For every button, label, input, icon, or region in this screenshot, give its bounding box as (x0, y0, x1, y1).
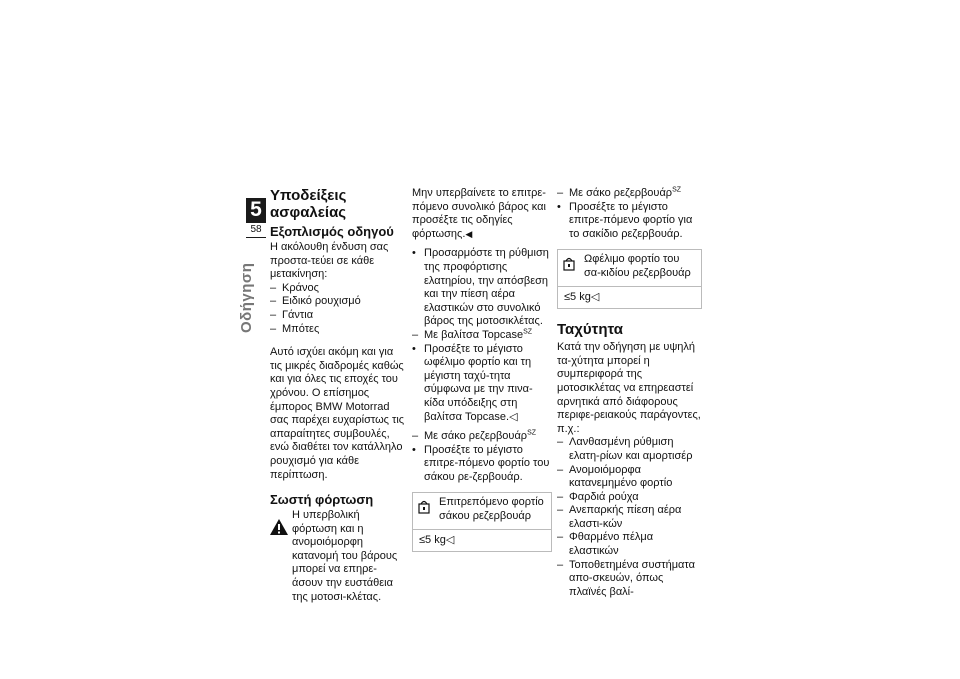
end-mark: ◁ (590, 290, 600, 303)
speed-heading: Ταχύτητα (557, 321, 623, 339)
end-mark: ◀ (465, 228, 473, 239)
body-paragraph: Κατά την οδήγηση με υψηλή τα-χύτητα μπορεί η συμπεριφορά της μοτοσικλέτας να επηρεαστεί αρνητικά από διάφορους περιφε-ρειακούς παράγοντες, π.χ.: (557, 341, 701, 435)
dash-item: – Με σάκο ρεζερβουάρ$^{SZ}$ (412, 429, 537, 443)
tank-bag-icon (562, 253, 584, 280)
warning-triangle-icon (270, 509, 292, 604)
spec-label: Επιτρεπόμενο φορτίο σάκου ρεζερβουάρ (439, 496, 544, 523)
dash-marker: – (557, 187, 564, 199)
dash-marker: – (270, 308, 277, 321)
chapter-number: 5 (250, 198, 262, 221)
warning-text: Η υπερβολική φόρτωση και η ανομοιόμορφη κατανομή του βάρους μπορεί να επηρε-άσουν την ευστάθεια της μοτοσι-κλέτας. (292, 509, 398, 603)
intro-text: Η ακόλουθη ένδυση σας προστα-τεύει σε κάθε μετακίνηση: (270, 241, 389, 281)
chapter-title: Οδήγηση (238, 262, 255, 333)
loading-heading: Σωστή φόρτωση (270, 492, 374, 508)
list-item: – Κράνος (270, 281, 319, 294)
bullet-item: • Προσέξτε το μέγιστο επιτρε-πόμενο φορτίο για το σακίδιο ρεζερβουάρ. (557, 200, 693, 240)
chapter-tab (246, 198, 266, 238)
list-item: – Τοποθετημένα συστήματα απο-σκευών, όπως πλαϊνές βαλί- (557, 558, 695, 598)
dash-marker: – (557, 531, 564, 544)
spec-box (412, 492, 552, 552)
dash-marker: – (270, 295, 277, 308)
list-item: – Λανθασμένη ρύθμιση ελατη-ρίων και αμορτισέρ (557, 436, 693, 462)
spec-value: ≤5 kg (419, 533, 446, 546)
list-item: – Ανομοιόμορφα κατανεμημένο φορτίο (557, 463, 673, 490)
list-item: – Φθαρμένο πέλμα ελαστικών (557, 531, 654, 558)
dash-marker: – (557, 558, 564, 571)
body-paragraph: Μην υπερβαίνετε το επιτρε-πόμενο συνολικό βάρος και προσέξτε τις οδηγίες φόρτωσης.◀ (412, 187, 546, 240)
section-heading: Υποδείξεις ασφαλείας (270, 187, 347, 221)
dash-marker: – (557, 463, 564, 476)
column-1 (270, 187, 406, 604)
column-2 (412, 187, 552, 554)
dash-marker: – (412, 328, 419, 341)
bullet-item: • Προσέξτε το μέγιστο επιτρε-πόμενο φορτίο του σάκου ρε-ζερβουάρ. (412, 443, 550, 483)
spec-box (557, 249, 702, 309)
bullet-item: • Προσέξτε το μέγιστο ωφέλιμο φορτίο και τη μέγιστη ταχύ-τητα σύμφωνα με την πινα-κίδα υπόδειξης στη βαλίτσα Topcase.◁ (412, 342, 533, 423)
list-item: – Φαρδιά ρούχα (557, 490, 639, 503)
dash-item: – Με σάκο ρεζερβουάρ$^{SZ}$ (557, 186, 682, 199)
bullet-marker: • (412, 342, 416, 355)
dash-marker: – (557, 436, 564, 449)
option-superscript: SZ (527, 429, 537, 437)
dash-marker: – (270, 322, 277, 335)
list-item: – Ειδικό ρουχισμό (270, 295, 361, 308)
dash-marker: – (412, 430, 419, 443)
dash-item: – Με βαλίτσα Topcase$^{SZ}$ (412, 328, 533, 341)
bullet-item: • Προσαρμόστε τη ρύθμιση της προφόρτισης ελατηρίου, την απόσβεση και την πίεση αέρα ελαστικών στο συνολικό βάρος της μοτοσικλέτας. (412, 247, 549, 328)
list-item: – Μπότες (270, 322, 320, 335)
list-item: – Ανεπαρκής πίεση αέρα ελαστι-κών (557, 504, 682, 530)
list-item: – Γάντια (270, 308, 314, 321)
warning-block (270, 509, 406, 604)
bullet-marker: • (557, 200, 561, 213)
chapter-side-label (238, 262, 256, 335)
spec-label: Ωφέλιμο φορτίο του σα-κιδίου ρεζερβουάρ (584, 253, 691, 279)
dash-marker: – (557, 504, 564, 517)
bullet-marker: • (412, 247, 416, 260)
tank-bag-icon (417, 496, 439, 523)
spec-value: ≤5 kg (564, 290, 591, 303)
subsection-heading: Εξοπλισμός οδηγού (270, 224, 394, 239)
body-paragraph: Αυτό ισχύει ακόμη και για τις μικρές διαδρομές καθώς και για όλες τις εποχές του χρόνου. Ο επίσημος έμπορος BMW Motorrad σας παρέχει ευχαρίστως τις απαραίτητες συμβουλές, ενώ διαθέτει τον κατάλληλο ρουχισμό για κάθε περίπτωση. (270, 346, 405, 481)
option-superscript: SZ (523, 328, 533, 336)
column-3 (557, 187, 702, 599)
bullet-marker: • (412, 443, 416, 456)
page-number: 58 (246, 223, 266, 237)
option-superscript: SZ (672, 186, 682, 194)
dash-marker: – (557, 490, 564, 503)
end-mark: ◁ (445, 533, 455, 546)
end-mark: ◁ (509, 410, 518, 423)
dash-marker: – (270, 281, 277, 294)
